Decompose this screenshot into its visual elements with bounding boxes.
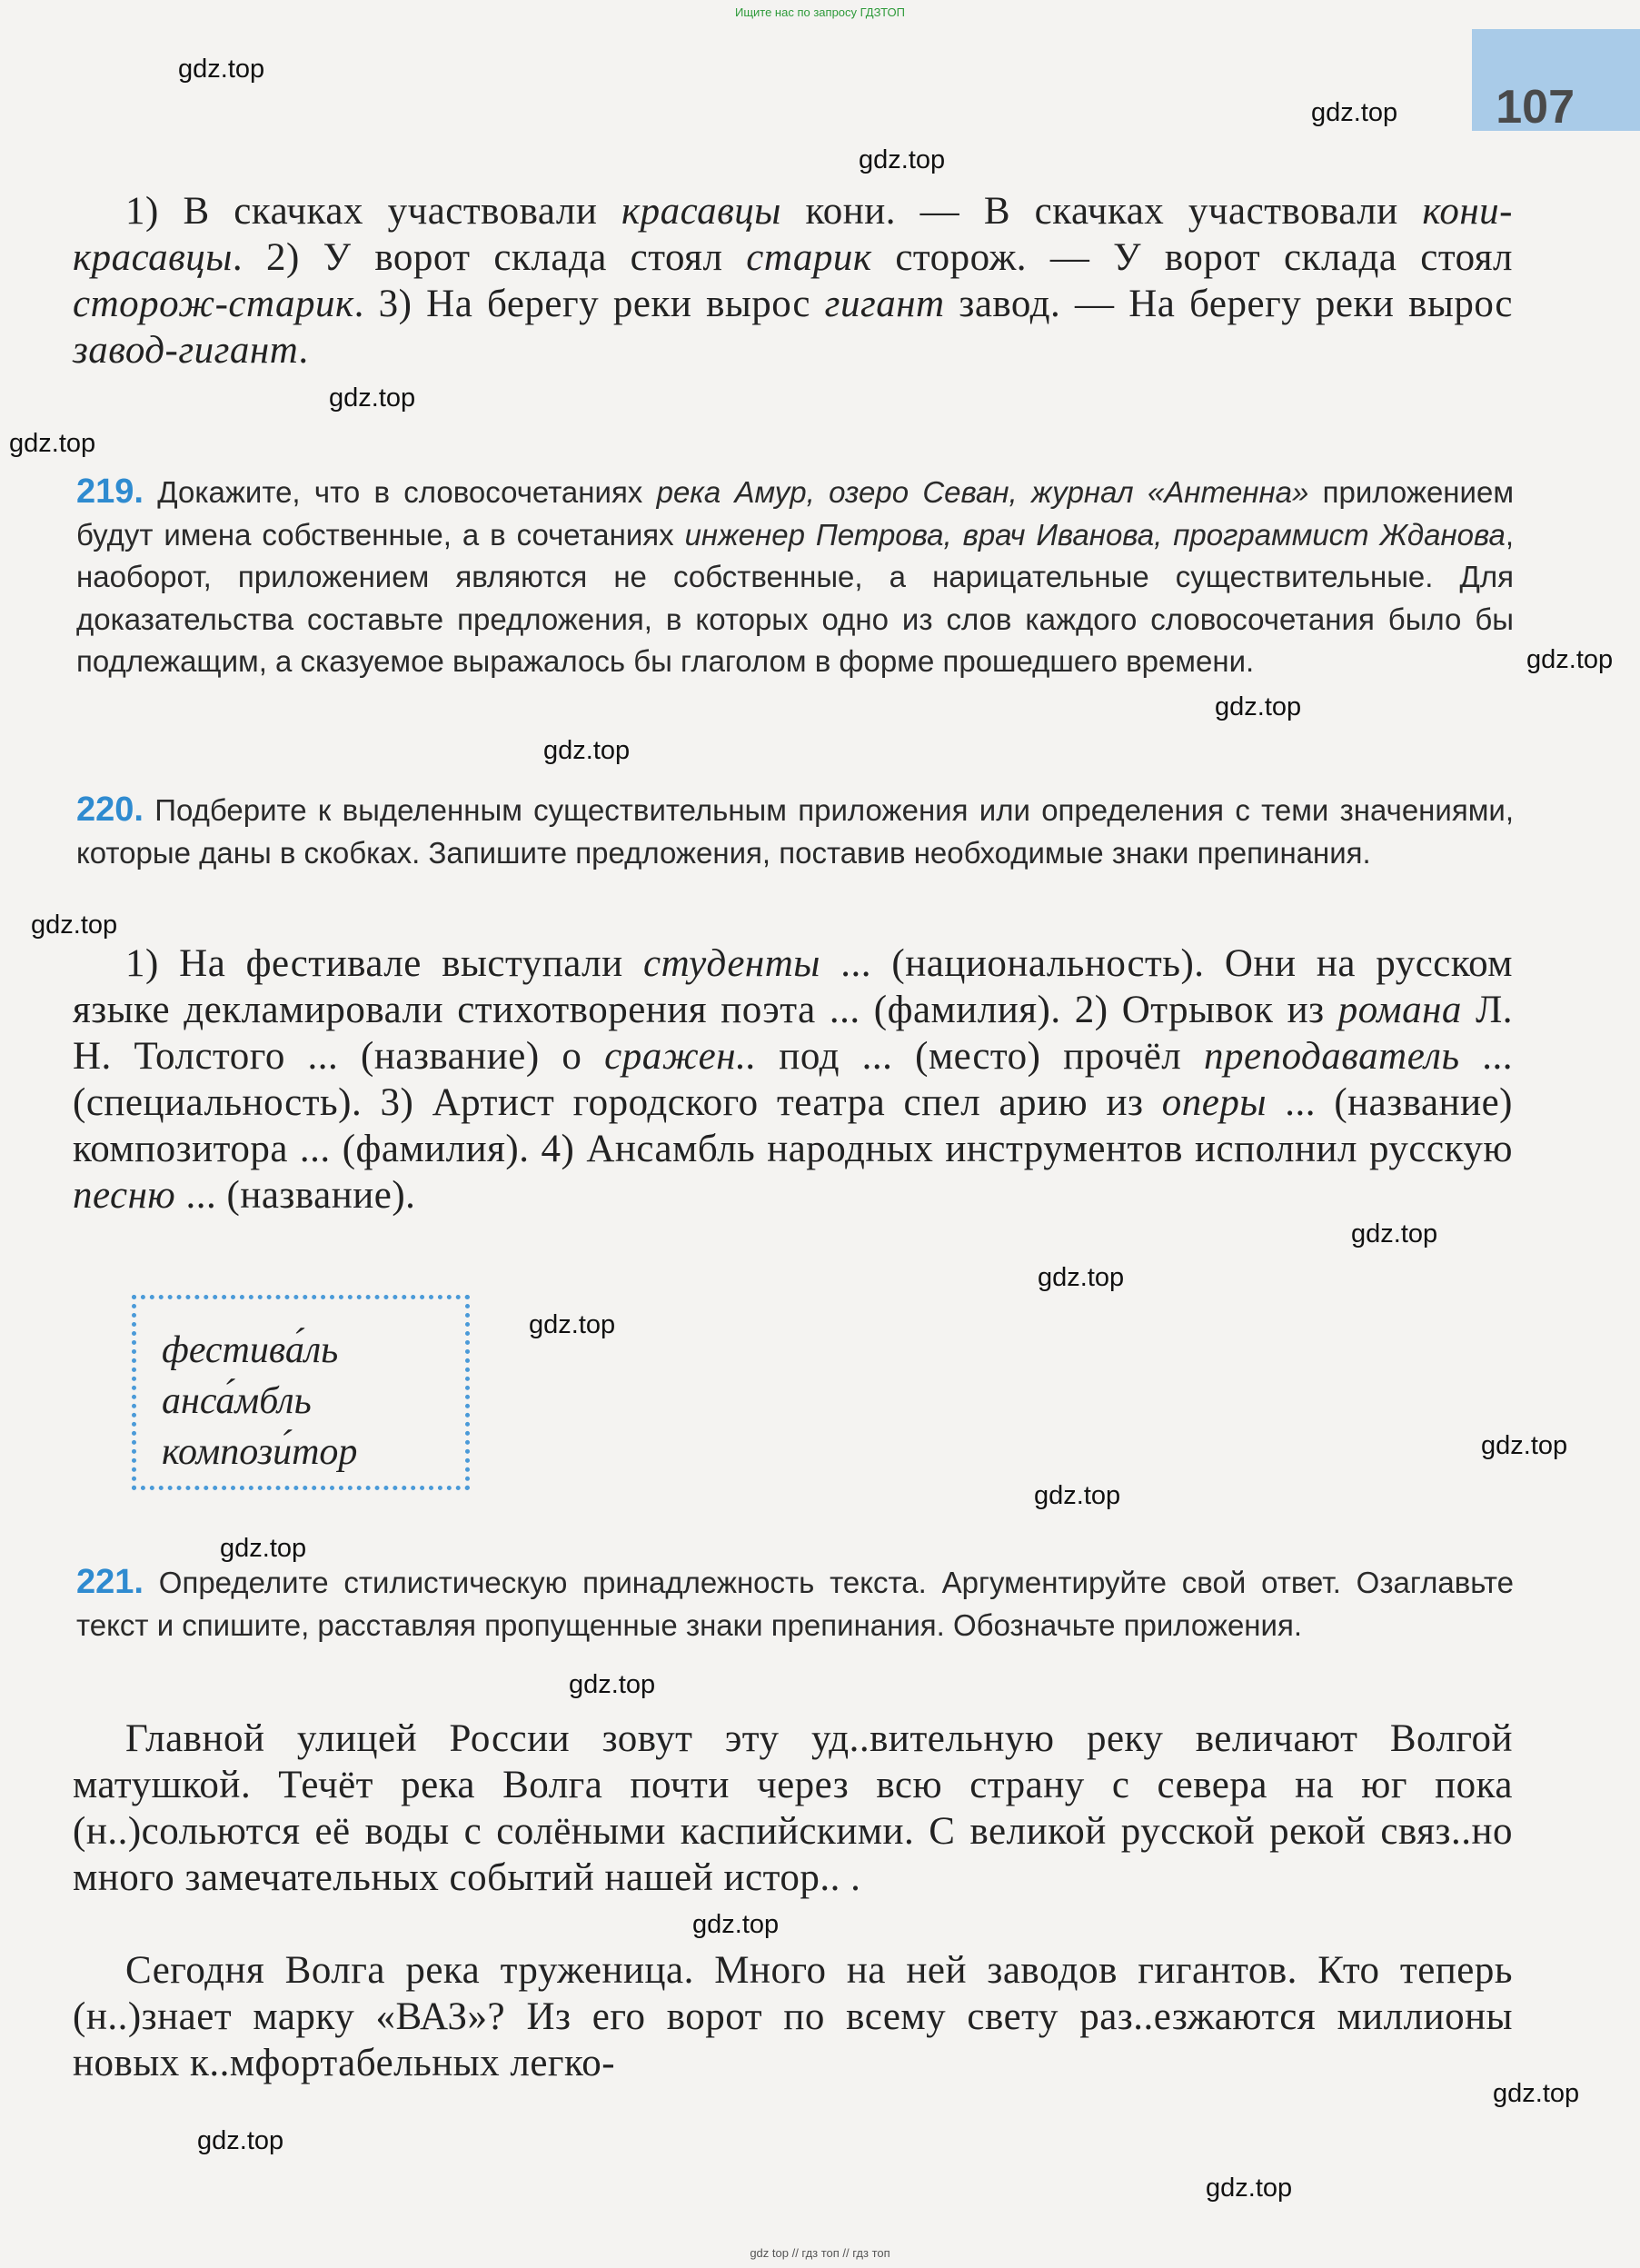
exercise-221: 221. Определите стилистическую принадлежность текста. Аргументируйте свой ответ. Озаглавьте текст и спишите, расставляя пропущенные знаки препинания. Обозначьте приложения.: [76, 1563, 1514, 1642]
exercise-220-sentences: 1) На фестивале выступали студенты ... (национальность). Они на русском языке декламировали стихотворения поэта ... (фамилия). 2) Отрывок из романа Л. Н. Толстого ... (название) о сражен.. под ... (место) прочёл преподаватель ... (специальность). 3) Артист городского театра спел арию из оперы ... (название) композитора ... (фамилия). 4) Ансамбль народных инструментов исполнил русскую песню ... (название).: [73, 942, 1514, 1217]
watermark: gdz.top: [329, 383, 416, 413]
exercise-221-paragraph-2: Сегодня Волга река труженица. Много на ней заводов гигантов. Кто теперь (н..)знает марку «ВАЗ»? Из его ворот по всему свету раз..езжаются миллионы новых к..мфортабельных легко-: [73, 1949, 1513, 2084]
watermark: gdz.top: [197, 2126, 284, 2155]
watermark: gdz.top: [1038, 1263, 1125, 1292]
exercise-number: 221.: [76, 1563, 144, 1601]
watermark: gdz.top: [1526, 645, 1614, 674]
exercise-218-answers: 1) В скачках участвовали красавцы кони. — В скачках участвовали кони-красавцы. 2) У ворот склада стоял старик сторож. — У ворот склада стоял сторож-старик. 3) На берегу реки вырос гигант завод. — На берегу реки вырос завод-гигант.: [73, 190, 1513, 372]
vocab-word: фестива́ль: [162, 1329, 339, 1371]
exercise-221-paragraph-1: Главной улицей России зовут эту уд..вительную реку величают Волгой матушкой. Течёт река Волга почти через всю страну с севера на юг пока (н..)сольются её воды с солёными каспийскими. С великой русской рекой связ..но много замечательных событий нашей истор.. .: [73, 1717, 1513, 1899]
watermark: gdz.top: [1206, 2174, 1293, 2203]
exercise-number: 220.: [76, 791, 144, 829]
watermark: gdz.top: [1481, 1431, 1568, 1460]
exercise-number: 219.: [76, 472, 144, 511]
watermark: gdz.top: [529, 1310, 616, 1339]
watermark: gdz.top: [31, 910, 118, 940]
exercise-219: 219. Докажите, что в словосочетаниях река Амур, озеро Севан, журнал «Антенна» приложением будут имена собственные, а в сочетаниях инженер Петрова, врач Иванова, программист Жданова, наоборот, приложением являются не собственные, а нарицательные существительные. Для доказательства составьте предложения, в которых одно из слов каждого словосочетания было бы подлежащим, а сказуемое выражалось бы глаголом в форме прошедшего времени.: [76, 472, 1515, 678]
vocab-word: компози́тор: [162, 1431, 358, 1473]
vocabulary-box: [132, 1295, 470, 1490]
watermark: gdz.top: [1493, 2079, 1580, 2108]
watermark: gdz.top: [692, 1910, 780, 1939]
watermark: gdz.top: [1215, 692, 1302, 721]
exercise-220: 220. Подберите к выделенным существительным приложения или определения с теми значениями, которые даны в скобках. Запишите предложения, поставив необходимые знаки препинания.: [76, 791, 1514, 870]
top-note: Ищите нас по запросу ГДЗТОП: [734, 5, 905, 19]
watermark: gdz.top: [9, 429, 96, 458]
watermark: gdz.top: [220, 1534, 307, 1563]
page-number: 107: [1496, 81, 1575, 134]
watermark: gdz.top: [569, 1670, 656, 1699]
watermark: gdz.top: [178, 55, 265, 84]
watermark: gdz.top: [543, 736, 631, 765]
watermark: gdz.top: [1311, 98, 1398, 127]
watermark: gdz.top: [1034, 1481, 1121, 1510]
vocab-word: анса́мбль: [162, 1380, 312, 1422]
bottom-note: gdz top // гдз топ // гдз топ: [750, 2246, 890, 2260]
watermark: gdz.top: [859, 145, 946, 174]
watermark: gdz.top: [1351, 1219, 1438, 1248]
